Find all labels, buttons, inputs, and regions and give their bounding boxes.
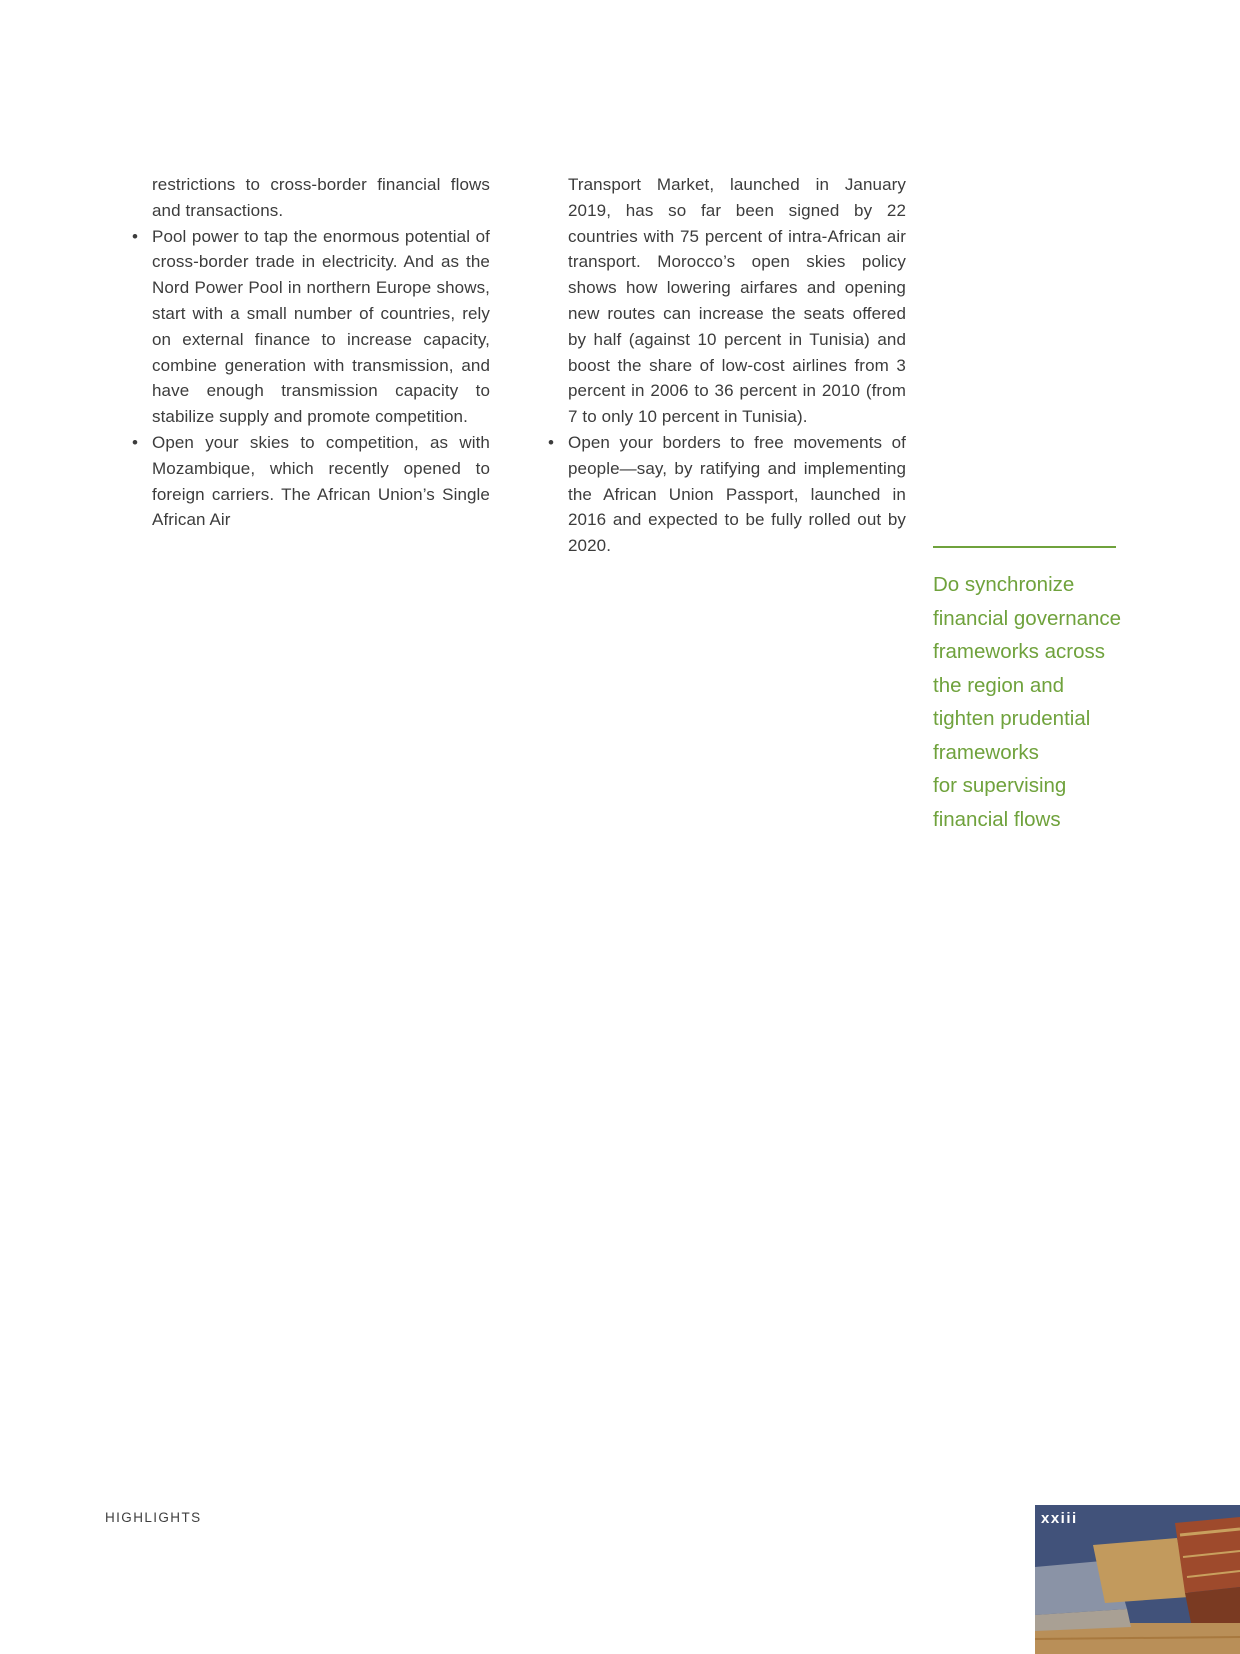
bullet-text: Open your borders to free movements of people—say, by ratifying and implementing the African Union Passport, launched in 2016 and expected to be fully rolled out by 2020. bbox=[568, 432, 906, 556]
right-column bbox=[543, 172, 906, 559]
paragraph-continuation: restrictions to cross-border financial flows and transactions. bbox=[152, 175, 490, 220]
bullet-text: Pool power to tap the enormous potential of cross-border trade in electricity. And as the Nord Power Pool in northern Europe shows, start with a small number of countries, rely on external finance to increase capacity, combine generation with transmission, and have enough transmission capacity to stabilize supply and promote competition. bbox=[152, 226, 490, 427]
sidebar-callout-line: financial governance bbox=[933, 606, 1122, 630]
left-column bbox=[127, 172, 490, 559]
sidebar-callout-line: for supervising bbox=[933, 774, 1067, 797]
corner-photo-graphic bbox=[1035, 1505, 1240, 1654]
sidebar-callout-line: frameworks bbox=[933, 740, 1039, 764]
paragraph-continuation: Transport Market, launched in January 2019, has so far been signed by 22 countries with 75 percent of intra-African air transport. Morocco’s open skies policy shows how lowering airfares and opening new routes can increase the seats offered by half (against 10 percent in Tunisia) and boost the share of low-cost airlines from 3 percent in 2006 to 36 percent in 2010 (from 7 to only 10 percent in Tunisia). bbox=[568, 175, 906, 427]
bullet-icon: • bbox=[132, 226, 139, 246]
bullet-item bbox=[543, 430, 906, 559]
bullet-item bbox=[127, 430, 490, 533]
sidebar-callout-line: the region and bbox=[933, 673, 1065, 697]
page-number: xxiii bbox=[1041, 1510, 1078, 1527]
body-text-columns bbox=[127, 172, 906, 559]
sidebar-callout-line: Do synchronize bbox=[933, 573, 1075, 596]
bullet-icon: • bbox=[548, 432, 555, 452]
sidebar-callout bbox=[933, 546, 1123, 836]
bullet-item bbox=[127, 224, 490, 430]
sidebar-rule bbox=[933, 546, 1116, 548]
sidebar-callout-line: tighten prudential bbox=[933, 707, 1091, 730]
sidebar-callout-line: financial flows bbox=[933, 807, 1061, 831]
footer-section-label: HIGHLIGHTS bbox=[105, 1510, 202, 1525]
corner-photo bbox=[1035, 1505, 1240, 1654]
bullet-text: Open your skies to competition, as with Mozambique, which recently opened to foreign carriers. The African Union’s Single African Air bbox=[152, 432, 490, 530]
sidebar-callout-line: frameworks across bbox=[933, 640, 1106, 663]
bullet-icon: • bbox=[132, 432, 139, 452]
